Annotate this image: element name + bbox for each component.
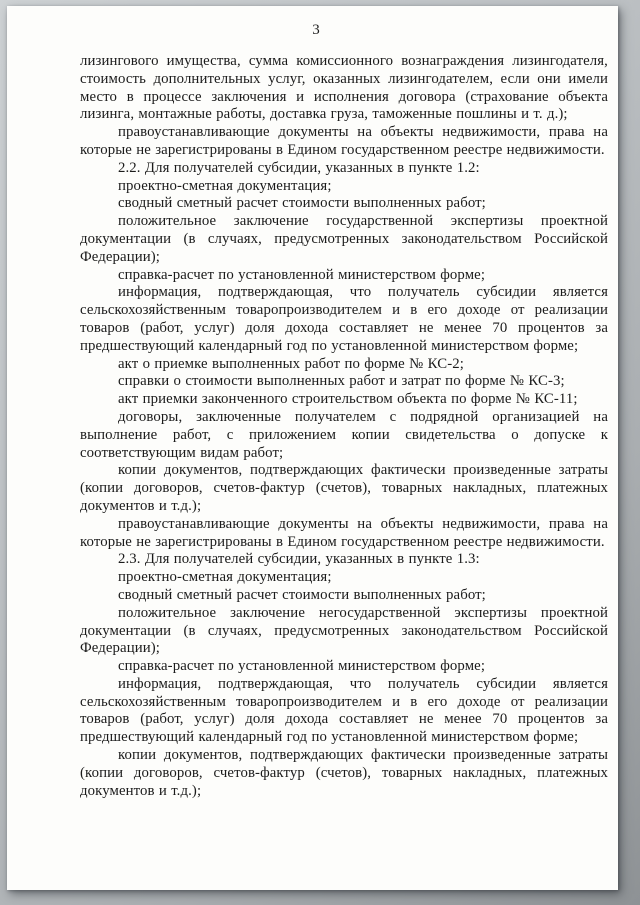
document-page <box>7 6 618 890</box>
paragraph: договоры, заключенные получателем с подрядной организацией на выполнение работ, с приложением копии свидетельства о допуске к соответствующим видам работ; <box>80 408 608 461</box>
paragraph: копии документов, подтверждающих фактически произведенные затраты (копии договоров, счетов-фактур (счетов), товарных накладных, платежных документов и т.д.); <box>80 462 608 514</box>
document-body <box>80 53 608 800</box>
paragraph: справка-расчет по установленной министерством форме; <box>118 266 486 283</box>
paragraph: сводный сметный расчет стоимости выполненных работ; <box>118 195 486 212</box>
paragraph: сводный сметный расчет стоимости выполненных работ; <box>118 586 486 603</box>
paragraph: проектно-сметная документация; <box>118 177 332 194</box>
paragraph: лизингового имущества, сумма комиссионного вознаграждения лизингодателя, стоимость дополнительных услуг, оказанных лизингодателем, если они имели место в процессе заключения и исполнения договора (страхование объекта лизинга, монтажные работы, доставка груза, таможенные пошлины и т. д.); <box>80 53 608 123</box>
paragraph: справка-расчет по установленной министерством форме; <box>118 658 486 675</box>
paragraph: копии документов, подтверждающих фактически произведенные затраты (копии договоров, счетов-фактур (счетов), товарных накладных, платежных документов и т.д.); <box>80 747 608 799</box>
paragraph: правоустанавливающие документы на объекты недвижимости, права на которые не зарегистрированы в Едином государственном реестре недвижимости. <box>80 515 608 550</box>
paragraph: 2.2. Для получателей субсидии, указанных в пункте 1.2: <box>118 159 480 176</box>
paragraph: 2.3. Для получателей субсидии, указанных в пункте 1.3: <box>118 551 480 568</box>
paragraph: информация, подтверждающая, что получатель субсидии является сельскохозяйственным товаропроизводителем и в его доходе от реализации товаров (работ, услуг) доля дохода составляет не менее 70 процентов за предшествующий календарный год по установленной министерством форме; <box>80 284 608 354</box>
paragraph: справки о стоимости выполненных работ и затрат по форме № КС-3; <box>118 373 565 390</box>
paragraph: положительное заключение негосударственной экспертизы проектной документации (в случаях, предусмотренных законодательством Российской Федерации); <box>80 604 608 657</box>
paragraph: положительное заключение государственной экспертизы проектной документации (в случаях, предусмотренных законодательством Российской Федерации); <box>80 213 608 265</box>
page-number: 3 <box>312 22 320 38</box>
paragraph: правоустанавливающие документы на объекты недвижимости, права на которые не зарегистрированы в Едином государственном реестре недвижимости. <box>80 124 608 158</box>
paragraph: проектно-сметная документация; <box>118 569 332 586</box>
paragraph: акт о приемке выполненных работ по форме № КС-2; <box>118 355 464 372</box>
paragraph: акт приемки законченного строительством объекта по форме № КС-11; <box>118 391 578 408</box>
paragraph: информация, подтверждающая, что получатель субсидии является сельскохозяйственным товаропроизводителем и в его доходе от реализации товаров (работ, услуг) доля дохода составляет не менее 70 процентов за предшествующий календарный год по установленной министерством форме; <box>80 675 608 746</box>
